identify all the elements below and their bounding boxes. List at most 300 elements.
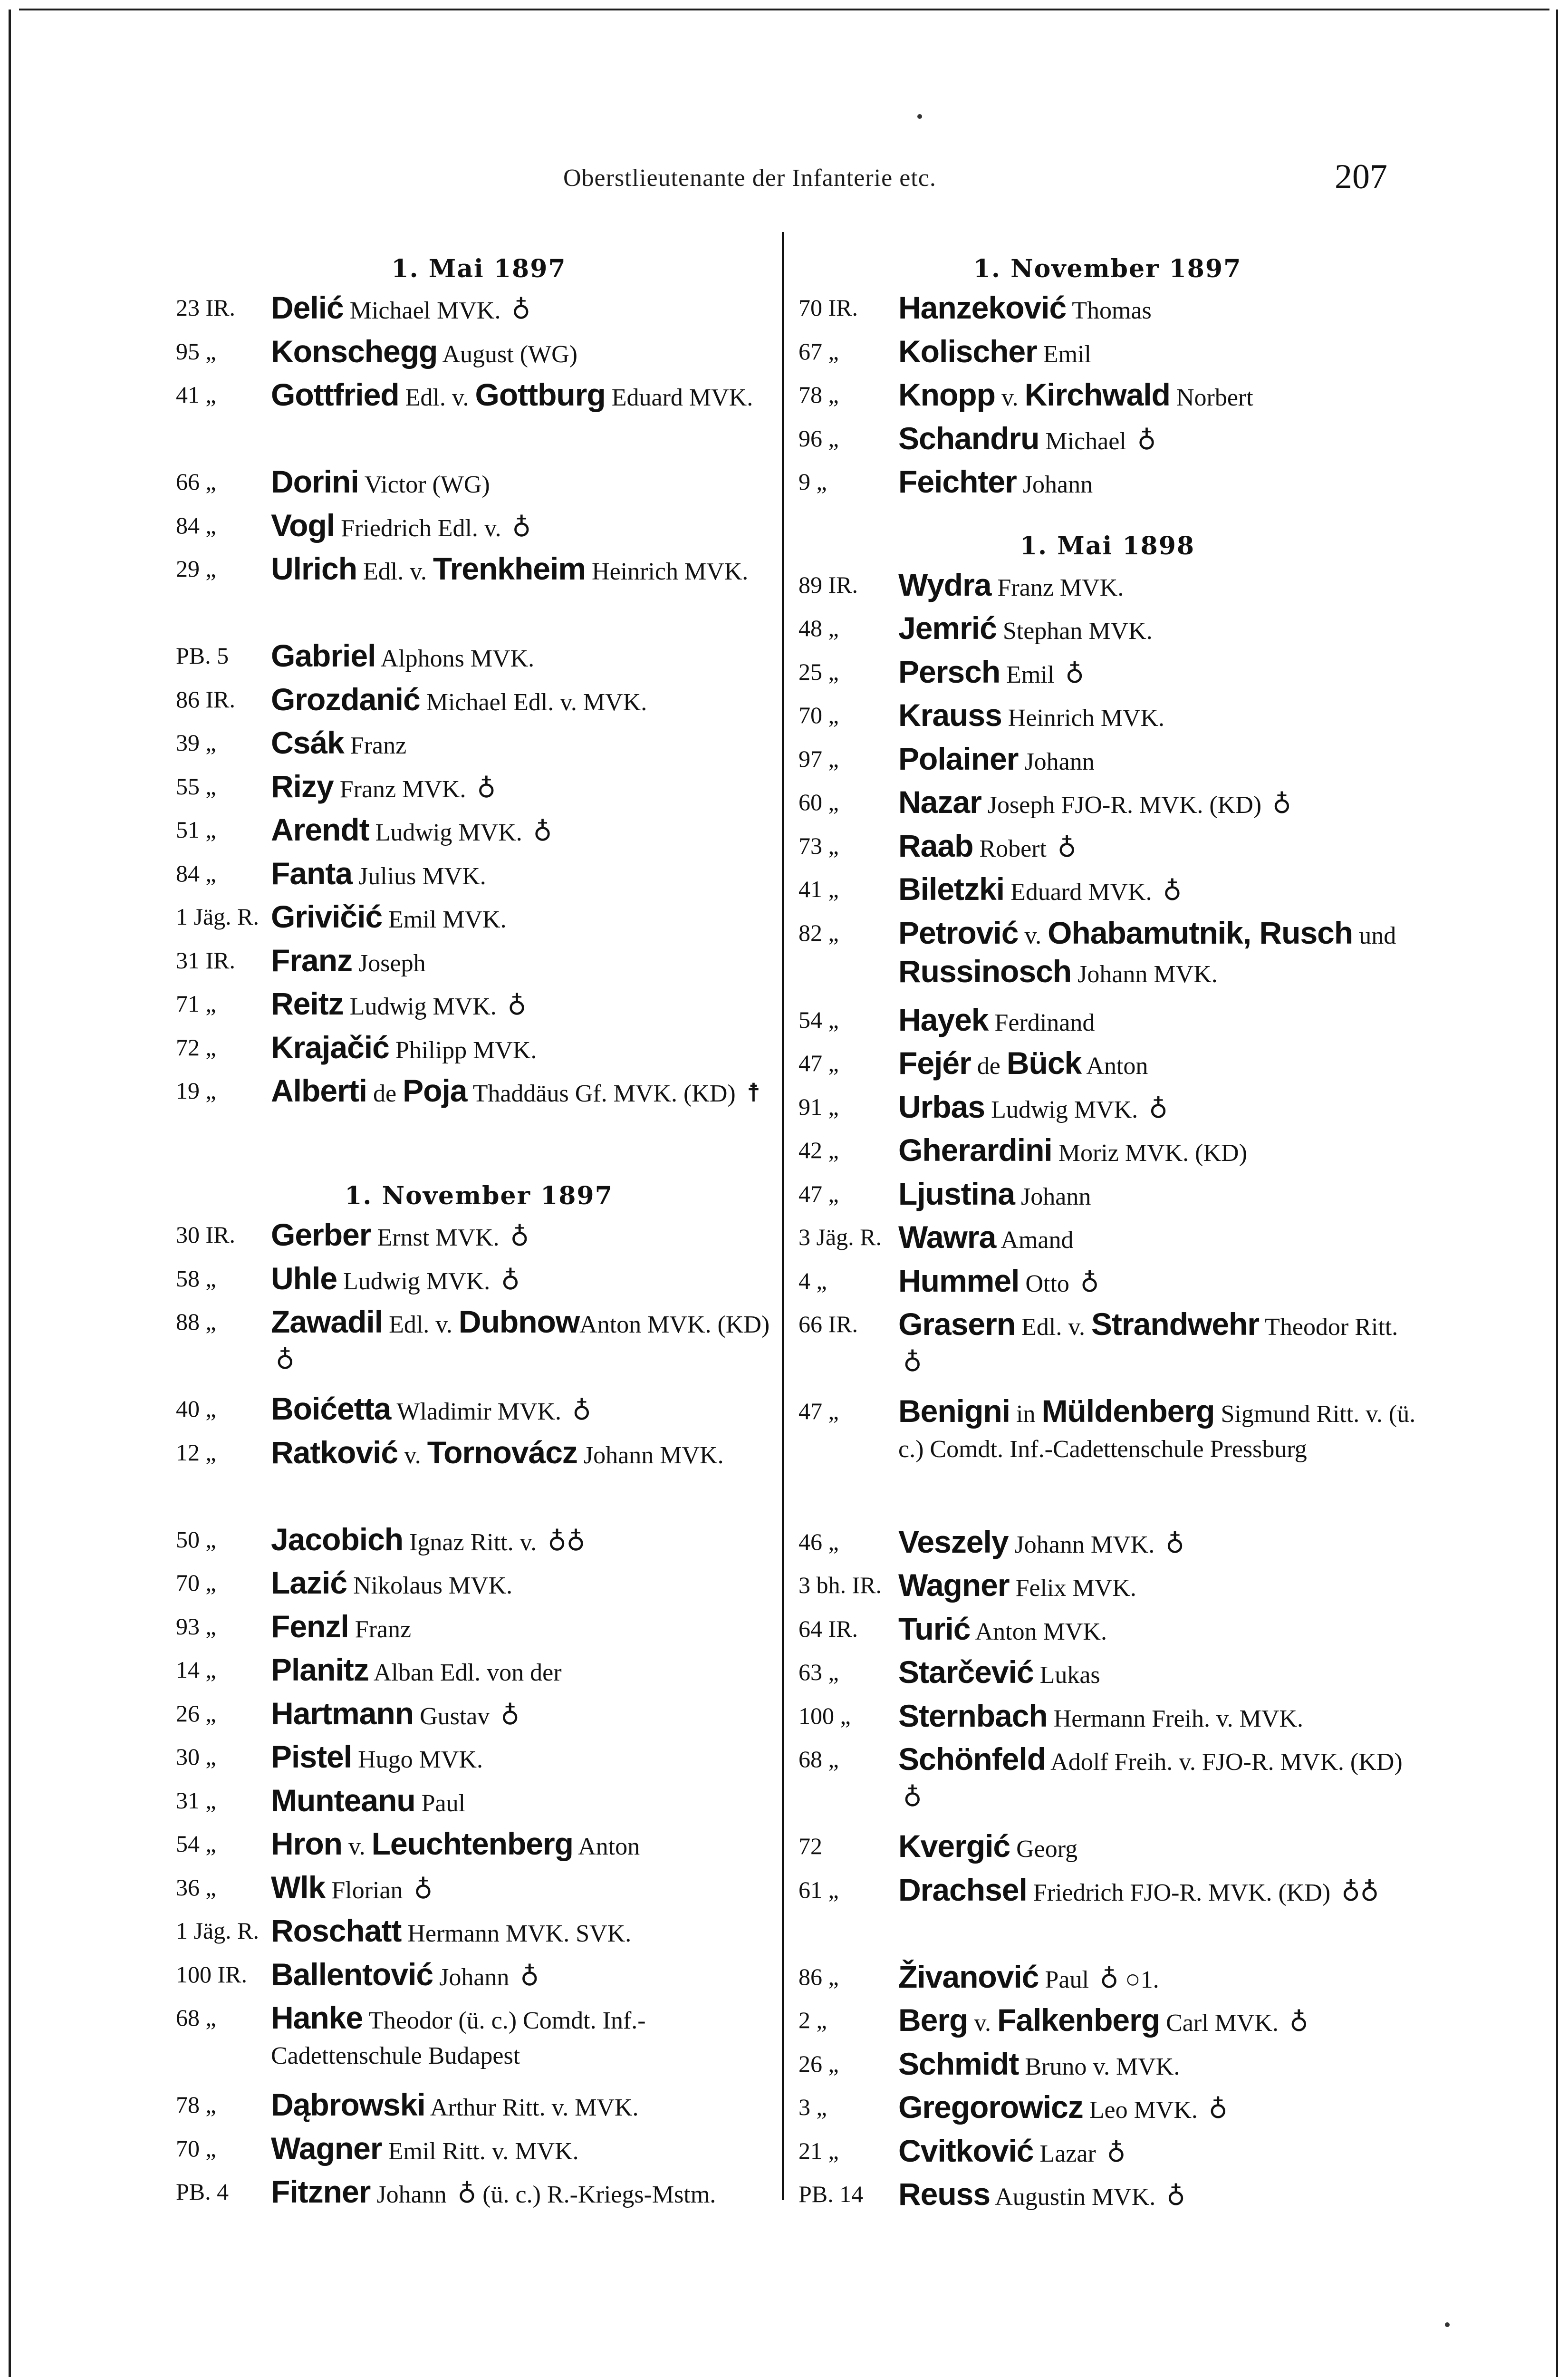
surname: Gregorowicz (898, 2089, 1083, 2125)
surname: Fenzl (271, 1608, 349, 1644)
decoration-icon: ♁ (1065, 659, 1084, 688)
regiment-number: 21 „ (798, 2137, 839, 2164)
regiment-number: 86 „ (798, 1963, 839, 1990)
entry-text (271, 508, 782, 546)
entry-text (271, 2000, 782, 2074)
entry-text (898, 334, 1416, 372)
decoration-icon: ♁ ○ (1099, 1964, 1141, 1993)
regiment-number: PB. 14 (798, 2181, 864, 2207)
entry-detail: v. (342, 1833, 372, 1860)
entry-text (898, 1698, 1416, 1737)
surname: Jemrić (898, 610, 997, 646)
surname: Ljustina (898, 1176, 1015, 1211)
decoration-icon: ♁ (520, 1962, 539, 1991)
entry-text (898, 567, 1416, 606)
entry-text (271, 1913, 782, 1952)
regiment-number: 40 „ (176, 1395, 216, 1422)
surname: Krajačić (271, 1029, 389, 1065)
entry-detail: Thaddäus Gf. MVK. (KD) (467, 1080, 742, 1107)
entry-detail: Friedrich Edl. v. (335, 514, 508, 542)
decoration-icon: ♁ (457, 2180, 477, 2208)
surname: Urbas (898, 1089, 985, 1124)
decoration-icon: ♁ (903, 1783, 922, 1812)
entry-text (271, 812, 782, 850)
entry-text (271, 943, 782, 981)
decoration-icon: ☨ (746, 1079, 761, 1107)
entry-detail: Alban Edl. von der (368, 1659, 562, 1686)
entry-detail: Joseph (352, 949, 426, 977)
surname: Hartmann (271, 1695, 414, 1731)
surname: Ohabamutnik, Rusch (1048, 915, 1353, 950)
surname: Kolischer (898, 333, 1037, 369)
regiment-number: 70 „ (798, 702, 839, 728)
entry-detail: in (1010, 1401, 1042, 1428)
entry-detail: Emil Ritt. v. MVK. (382, 2137, 579, 2165)
entry-detail: Otto (1019, 1270, 1076, 1297)
entry-detail: Robert (973, 835, 1053, 862)
surname: Müldenberg (1041, 1393, 1215, 1429)
entry-text (898, 1306, 1416, 1381)
regiment-number: 97 „ (798, 745, 839, 772)
entry-detail: Edl. v. (1015, 1314, 1091, 1341)
surname: Gottburg (475, 377, 606, 412)
regiment-number: 41 „ (798, 876, 839, 902)
regiment-number: 66 IR. (798, 1311, 858, 1337)
regiment-number: 64 IR. (798, 1615, 858, 1642)
surname: Hayek (898, 1002, 989, 1037)
surname: Alberti (271, 1073, 367, 1108)
surname: Boićetta (271, 1391, 391, 1426)
entry-detail: Wladimir MVK. (391, 1398, 568, 1425)
entry-text (271, 769, 782, 807)
surname: Tornovácz (427, 1434, 577, 1470)
entry-text (271, 1957, 782, 1995)
entry-detail: Johann MVK. (577, 1441, 724, 1469)
entry-detail: Michael MVK. (343, 297, 507, 324)
entry-text (898, 1959, 1416, 1998)
regiment-number: 68 „ (176, 2004, 216, 2031)
entry-text (898, 1045, 1416, 1084)
surname: Ulrich (271, 551, 357, 586)
regiment-number: 72 (798, 1833, 822, 1859)
regiment-number: 84 „ (176, 512, 216, 539)
surname: Dąbrowski (271, 2087, 425, 2122)
entry-detail: Heinrich MVK. (586, 558, 749, 585)
entry-detail: Philipp MVK. (389, 1036, 537, 1064)
entry-text (898, 1219, 1416, 1258)
regiment-number: 12 „ (176, 1439, 216, 1466)
entry-text (898, 421, 1416, 459)
entry-text (271, 1304, 782, 1379)
surname: Fitzner (271, 2174, 371, 2209)
entry-detail: Edl. v. (357, 558, 433, 585)
decoration-icon: ♁ (1208, 2095, 1228, 2124)
column-divider (782, 232, 784, 2200)
surname: Konschegg (271, 333, 438, 369)
decoration-icon: ♁ (1080, 1268, 1099, 1297)
entry-text (898, 1524, 1416, 1563)
entry-detail: Franz MVK. (991, 574, 1124, 601)
entry-detail: Ferdinand (988, 1009, 1095, 1036)
entry-detail: Hermann Freih. v. MVK. (1047, 1705, 1303, 1732)
surname: Krauss (898, 697, 1002, 733)
page-right-edge (1556, 10, 1558, 2377)
surname: Gabriel (271, 638, 376, 673)
entry-detail: Georg (1010, 1836, 1078, 1863)
entry-text (898, 290, 1416, 329)
entry-detail: Ludwig MVK. (337, 1267, 497, 1295)
entry-detail: Anton MVK. (970, 1618, 1107, 1645)
entry-detail: Adolf Freih. v. FJO-R. MVK. (KD) (1046, 1749, 1403, 1776)
decoration-icon: ♁ (500, 1701, 519, 1730)
entry-detail: Florian (325, 1876, 409, 1904)
regiment-number: 86 IR. (176, 686, 235, 713)
running-title: Oberstlieutenante der Infanterie etc. (563, 164, 936, 192)
surname: Csák (271, 725, 344, 760)
entry-detail: Stephan MVK. (996, 618, 1153, 645)
surname: Biletzki (898, 871, 1005, 907)
entry-text (271, 290, 782, 329)
entry-detail: Johann MVK. (1071, 960, 1218, 988)
surname: Knopp (898, 377, 995, 412)
decoration-icon: ♁ (501, 1266, 520, 1295)
page-left-edge (9, 10, 11, 2377)
regiment-number: 91 „ (798, 1093, 839, 1120)
regiment-number: 30 „ (176, 1743, 216, 1770)
regiment-number: PB. 5 (176, 642, 229, 669)
entry-text (271, 682, 782, 720)
regiment-number: 67 „ (798, 338, 839, 365)
entry-detail: Ludwig MVK. (985, 1096, 1145, 1123)
regiment-number: 54 „ (798, 1006, 839, 1033)
surname: Bück (1006, 1045, 1082, 1081)
entry-detail: v. (398, 1441, 427, 1469)
surname: Zawadil (271, 1304, 383, 1339)
regiment-number: 100 IR. (176, 1961, 247, 1988)
regiment-number: 78 „ (176, 2091, 216, 2118)
surname: Kvergić (898, 1828, 1010, 1864)
entry-text (271, 725, 782, 763)
surname: Fanta (271, 855, 353, 891)
decoration-icon: ♁ (903, 1348, 922, 1377)
surname: Planitz (271, 1652, 369, 1687)
entry-text (271, 1261, 782, 1299)
decoration-icon: ♁♁ (1341, 1877, 1379, 1906)
regiment-number: 30 IR. (176, 1221, 235, 1248)
regiment-number: 50 „ (176, 1526, 216, 1553)
entry-detail: Heinrich MVK. (1001, 705, 1165, 732)
entry-detail: Franz (348, 1615, 412, 1643)
surname: Kirchwald (1024, 377, 1170, 412)
surname: Schönfeld (898, 1741, 1046, 1777)
regiment-number: 26 „ (176, 1700, 216, 1727)
entry-detail: Lukas (1033, 1662, 1100, 1689)
decoration-icon: ♁ (507, 992, 527, 1020)
entry-text (271, 551, 782, 589)
entry-text (898, 828, 1416, 867)
entry-detail: 1. (1140, 1966, 1159, 1993)
surname: Wagner (271, 2130, 382, 2166)
regiment-number: 70 IR. (798, 294, 858, 321)
surname: Turić (898, 1611, 971, 1646)
regiment-number: 58 „ (176, 1265, 216, 1292)
entry-detail: v. (1018, 922, 1048, 949)
regiment-number: 100 „ (798, 1702, 851, 1729)
speck (1445, 2322, 1450, 2327)
decoration-icon: ♁♁ (548, 1527, 586, 1556)
section-heading: 1. Mai 1898 (1020, 531, 1195, 560)
entry-text (898, 2002, 1416, 2041)
entry-text (271, 856, 782, 894)
surname: Feichter (898, 464, 1017, 499)
surname: Gerber (271, 1217, 371, 1252)
entry-detail: Carl MVK. (1160, 2010, 1285, 2037)
entry-text (898, 741, 1416, 780)
surname: Gherardini (898, 1132, 1052, 1168)
entry-text (898, 1828, 1416, 1867)
regiment-number: 25 „ (798, 658, 839, 685)
surname: Hummel (898, 1263, 1020, 1298)
surname: Starčević (898, 1654, 1034, 1690)
regiment-number: 82 „ (798, 919, 839, 946)
entry-text (898, 1263, 1416, 1302)
regiment-number: 14 „ (176, 1656, 216, 1683)
entry-detail: Thomas (1066, 297, 1152, 324)
regiment-number: 1 Jäg. R. (176, 903, 259, 930)
surname: Polainer (898, 741, 1019, 776)
decoration-icon: ♁ (1057, 833, 1077, 862)
surname: Ballentović (271, 1956, 433, 1992)
entry-detail: Theodor Ritt. (1259, 1314, 1398, 1341)
surname: Hanke (271, 2000, 363, 2035)
regiment-number: PB. 4 (176, 2178, 229, 2205)
entry-text (271, 899, 782, 937)
page-top-edge (19, 9, 1549, 10)
entry-text (271, 1609, 782, 1647)
surname: Arendt (271, 812, 369, 847)
regiment-number: 3 Jäg. R. (798, 1224, 882, 1250)
regiment-number: 70 „ (176, 2135, 216, 2162)
entry-detail: Felix MVK. (1009, 1575, 1136, 1602)
surname: Wawra (898, 1219, 996, 1255)
decoration-icon: ♁ (1272, 790, 1291, 819)
entry-detail: Ignaz Ritt. v. (403, 1528, 543, 1556)
surname: Veszely (898, 1524, 1009, 1559)
regiment-number: 31 „ (176, 1787, 216, 1814)
page-number: 207 (1335, 157, 1387, 196)
surname: Dubnow (458, 1304, 580, 1339)
regiment-number: 47 „ (798, 1050, 839, 1076)
entry-detail: Ludwig MVK. (369, 819, 529, 846)
entry-detail: Michael Edl. v. MVK. (420, 688, 647, 716)
entry-text (271, 1565, 782, 1604)
entry-detail: Michael (1039, 427, 1133, 455)
entry-detail: Paul (415, 1789, 466, 1817)
entry-text (271, 1783, 782, 1821)
entry-text (271, 1652, 782, 1691)
surname: Cvitković (898, 2133, 1034, 2168)
entry-text (898, 1132, 1416, 1171)
entry-text (898, 1654, 1416, 1693)
surname: Franz (271, 942, 353, 978)
regiment-number: 72 „ (176, 1034, 216, 1061)
surname: Reitz (271, 986, 344, 1021)
entry-detail: Eduard MVK. (1004, 879, 1158, 906)
regiment-number: 73 „ (798, 832, 839, 859)
entry-detail: Victor (WG) (358, 471, 490, 498)
surname: Drachsel (898, 1872, 1027, 1907)
entry-text (898, 377, 1416, 415)
regiment-number: 4 „ (798, 1267, 827, 1294)
entry-text (898, 1567, 1416, 1606)
entry-detail: Julius MVK. (352, 862, 486, 890)
entry-detail: Franz (344, 732, 407, 759)
decoration-icon: ♁ (512, 513, 531, 542)
entry-detail: Theodor (ü. c.) Comdt. Inf.-Cadettenschule Budapest (271, 2007, 646, 2069)
entry-text (271, 464, 782, 502)
entry-detail: Emil (1000, 661, 1061, 688)
surname: Gottfried (271, 377, 399, 412)
entry-text (271, 2174, 782, 2213)
entry-detail: de (971, 1053, 1007, 1080)
surname: Poja (403, 1073, 467, 1108)
entry-text (271, 986, 782, 1024)
entry-text (271, 1739, 782, 1778)
entry-text (271, 1030, 782, 1068)
regiment-number: 55 „ (176, 773, 216, 800)
surname: Wydra (898, 567, 991, 602)
surname: Schmidt (898, 2046, 1019, 2081)
entry-detail: Anton (1081, 1053, 1148, 1080)
surname: Pistel (271, 1739, 352, 1774)
surname: Dorini (271, 464, 359, 499)
surname: Petrović (898, 915, 1019, 950)
entry-detail: Friedrich FJO-R. MVK. (KD) (1027, 1879, 1337, 1906)
regiment-number: 95 „ (176, 338, 216, 365)
regiment-number: 19 „ (176, 1077, 216, 1104)
regiment-number: 29 „ (176, 555, 216, 582)
entry-text (898, 1611, 1416, 1650)
regiment-number: 42 „ (798, 1137, 839, 1163)
entry-text (898, 2176, 1416, 2215)
regiment-number: 89 IR. (798, 571, 858, 598)
entry-detail: Lazar (1033, 2140, 1102, 2167)
entry-text (898, 1741, 1416, 1816)
entry-text (271, 377, 782, 415)
entry-detail: de (367, 1080, 403, 1107)
entry-text (271, 1217, 782, 1256)
entry-text (271, 2087, 782, 2126)
regiment-number: 70 „ (176, 1569, 216, 1596)
entry-detail: v. (968, 2010, 997, 2037)
surname: Wlk (271, 1869, 326, 1905)
regiment-number: 41 „ (176, 381, 216, 408)
entry-detail: Arthur Ritt. v. MVK. (425, 2094, 639, 2121)
decoration-icon: ♁ (1166, 2182, 1185, 2211)
entry-detail: Hugo MVK. (352, 1746, 483, 1773)
entry-text (898, 2046, 1416, 2085)
entry-detail: Emil (1037, 340, 1091, 368)
surname: Vogl (271, 507, 335, 543)
decoration-icon: ♁ (533, 818, 552, 846)
regiment-number: 93 „ (176, 1613, 216, 1640)
entry-text (898, 1176, 1416, 1215)
surname: Russinosch (898, 953, 1072, 989)
section-heading: 1. Mai 1897 (391, 254, 567, 283)
regiment-number: 51 „ (176, 816, 216, 843)
entry-text (898, 1002, 1416, 1041)
entry-detail: Ernst MVK. (371, 1224, 506, 1251)
entry-text (898, 784, 1416, 823)
entry-text (898, 2133, 1416, 2172)
regiment-number: 84 „ (176, 860, 216, 887)
entry-text (898, 1872, 1416, 1911)
surname: Jacobich (271, 1521, 404, 1557)
regiment-number: 31 IR. (176, 947, 235, 974)
speck (917, 114, 922, 119)
surname: Munteanu (271, 1782, 415, 1818)
surname: Hanzeković (898, 290, 1067, 325)
surname: Ratković (271, 1434, 398, 1470)
regiment-number: 39 „ (176, 729, 216, 756)
surname: Falkenberg (997, 2002, 1160, 2038)
decoration-icon: ♁ (477, 774, 496, 803)
entry-text (271, 1073, 782, 1111)
regiment-number: 68 „ (798, 1746, 839, 1772)
surname: Sternbach (898, 1698, 1048, 1733)
regiment-number: 60 „ (798, 789, 839, 815)
entry-detail: Franz MVK. (333, 775, 472, 803)
entry-detail: Johann (433, 1963, 516, 1991)
regiment-number: 3 „ (798, 2094, 827, 2120)
entry-detail: Joseph FJO-R. MVK. (KD) (981, 792, 1268, 819)
surname: Persch (898, 654, 1000, 689)
entry-detail: (ü. c.) R.-Kriegs-Mstm. (476, 2181, 716, 2208)
regiment-number: 26 „ (798, 2050, 839, 2077)
regiment-number: 47 „ (798, 1398, 839, 1424)
entry-text (271, 1522, 782, 1560)
entry-text (271, 1696, 782, 1734)
entry-detail: Alphons MVK. (375, 645, 535, 672)
section-heading: 1. November 1897 (345, 1181, 613, 1210)
entry-text (898, 610, 1416, 649)
entry-text (271, 1870, 782, 1908)
entry-detail: Hermann MVK. SVK. (401, 1920, 632, 1947)
surname: Grivičić (271, 899, 383, 934)
regiment-number: 78 „ (798, 381, 839, 408)
entry-detail: Bruno v. MVK. (1019, 2053, 1180, 2080)
entry-text (271, 638, 782, 676)
entry-detail: Norbert (1170, 384, 1253, 411)
section-heading: 1. November 1897 (973, 254, 1242, 283)
entry-detail: Johann (1018, 748, 1095, 775)
entry-detail: Edl. v. (383, 1311, 459, 1338)
entry-detail: Anton (573, 1833, 640, 1860)
entry-detail: August (WG) (437, 340, 577, 368)
regiment-number: 71 „ (176, 990, 216, 1017)
surname: Grozdanić (271, 681, 420, 717)
decoration-icon: ♁ (511, 296, 531, 324)
decoration-icon: ♁ (276, 1346, 295, 1374)
surname: Reuss (898, 2176, 991, 2212)
entry-detail: Johann (370, 2181, 453, 2208)
regiment-number: 48 „ (798, 615, 839, 641)
entry-detail: und (1353, 922, 1396, 949)
regiment-number: 3 bh. IR. (798, 1572, 882, 1598)
entry-detail: Gustav (414, 1702, 496, 1730)
entry-text (898, 1393, 1416, 1467)
surname: Raab (898, 828, 973, 863)
